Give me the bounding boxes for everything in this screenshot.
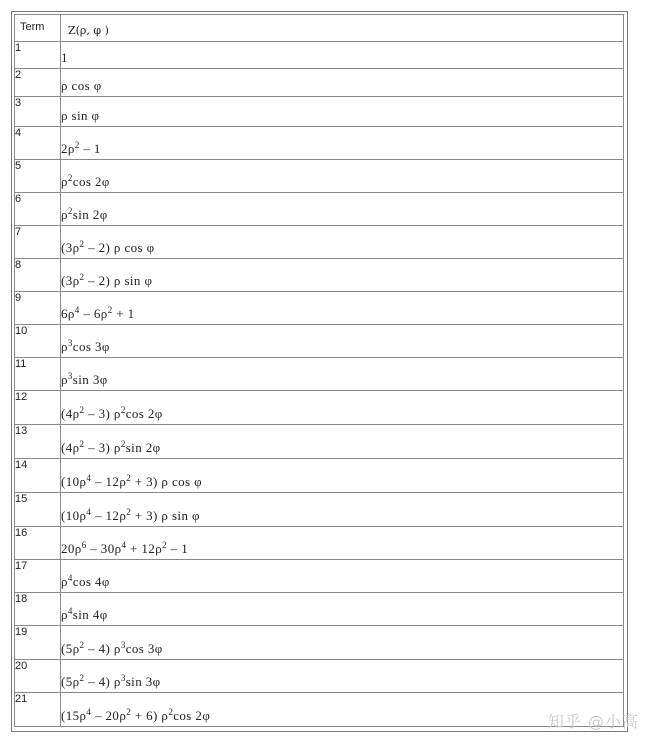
expression-text: sin 3φ	[72, 372, 108, 387]
expression-text: – 12ρ	[91, 508, 127, 523]
zernike-expression	[61, 339, 623, 355]
expression-text: 6ρ	[61, 306, 75, 321]
zernike-expression-cell	[61, 97, 624, 127]
expression-text: cos 2φ	[125, 406, 163, 421]
zernike-expression-cell	[61, 69, 624, 97]
zernike-expression	[61, 141, 623, 157]
table-row	[15, 593, 624, 626]
zernike-expression-cell	[61, 358, 624, 391]
table-row	[15, 127, 624, 160]
zernike-expression	[61, 372, 623, 388]
table-row	[15, 358, 624, 391]
expression-text: – 4) ρ	[84, 641, 121, 656]
zernike-expression-cell	[61, 259, 624, 292]
term-number-cell: 6	[15, 193, 61, 226]
table-row	[15, 325, 624, 358]
expression-text: + 3) ρ sin φ	[131, 508, 200, 523]
term-number-cell: 8	[15, 259, 61, 292]
zernike-expression	[61, 440, 623, 456]
exponent: 2	[79, 673, 85, 683]
exponent: 2	[126, 507, 132, 517]
zernike-expression-cell	[61, 527, 624, 560]
zernike-expression-cell	[61, 425, 624, 459]
zernike-expression-cell	[61, 391, 624, 425]
expression-text: sin 2φ	[125, 440, 161, 455]
expression-text: sin 4φ	[72, 607, 108, 622]
table-row	[15, 527, 624, 560]
zernike-expression-cell	[61, 193, 624, 226]
watermark: 知乎 @小高	[547, 712, 639, 731]
zernike-expression-cell	[61, 42, 624, 69]
expression-text: (10ρ	[61, 474, 87, 489]
exponent: 2	[126, 707, 132, 717]
expression-text: 1	[61, 50, 68, 65]
table-header-row	[15, 15, 624, 42]
term-number-cell: 14	[15, 459, 61, 493]
table-row	[15, 693, 624, 727]
expression-text: (3ρ	[61, 240, 80, 255]
term-number-cell: 1	[15, 42, 61, 69]
expression-text: 20ρ	[61, 541, 82, 556]
term-number-cell: 3	[15, 97, 61, 127]
zernike-expression	[61, 508, 623, 524]
expression-text: 2ρ	[61, 141, 75, 156]
zernike-expression-cell	[61, 160, 624, 193]
expression-text: – 3) ρ	[84, 440, 121, 455]
table-row	[15, 259, 624, 292]
exponent: 2	[79, 405, 85, 415]
zernike-expression	[61, 574, 623, 590]
exponent: 4	[121, 540, 127, 550]
expression-text: – 20ρ	[91, 708, 127, 723]
expression-text: + 1	[112, 306, 135, 321]
expression-text: cos 3φ	[72, 339, 110, 354]
table-body	[15, 42, 624, 727]
expression-text: – 1	[79, 141, 101, 156]
table-row	[15, 193, 624, 226]
expression-text: cos 2φ	[72, 174, 110, 189]
zernike-expression	[61, 78, 623, 94]
term-number-cell: 19	[15, 626, 61, 660]
term-number-cell: 10	[15, 325, 61, 358]
expression-text: – 2) ρ cos φ	[84, 240, 155, 255]
term-number-cell: 15	[15, 493, 61, 527]
expression-text: (5ρ	[61, 674, 80, 689]
table-row	[15, 226, 624, 259]
zernike-expression	[61, 273, 623, 289]
expression-text: (4ρ	[61, 440, 80, 455]
expression-text: – 2) ρ sin φ	[84, 273, 153, 288]
term-number-cell: 12	[15, 391, 61, 425]
exponent: 2	[120, 405, 126, 415]
expression-text: + 12ρ	[126, 541, 163, 556]
zernike-table-frame	[11, 11, 628, 732]
zernike-expression	[61, 607, 623, 623]
zernike-expression-cell	[61, 292, 624, 325]
exponent: 2	[67, 173, 73, 183]
zernike-expression-cell	[61, 493, 624, 527]
zernike-expression	[61, 306, 623, 322]
term-number-cell: 9	[15, 292, 61, 325]
zernike-expression-cell	[61, 226, 624, 259]
expression-text: ρ cos φ	[61, 78, 102, 93]
zernike-expression	[61, 474, 623, 490]
exponent: 2	[126, 473, 132, 483]
exponent: 2	[79, 640, 85, 650]
expression-text: + 3) ρ cos φ	[131, 474, 203, 489]
table-row	[15, 391, 624, 425]
table-row	[15, 493, 624, 527]
zernike-expression	[61, 541, 623, 557]
term-column-header: Term	[15, 15, 61, 42]
expression-text: (3ρ	[61, 273, 80, 288]
expression-text: – 1	[167, 541, 189, 556]
exponent: 6	[81, 540, 87, 550]
expression-text: (4ρ	[61, 406, 80, 421]
expression-text: (10ρ	[61, 508, 87, 523]
table-row	[15, 660, 624, 693]
zernike-expression-cell	[61, 660, 624, 693]
table-row	[15, 292, 624, 325]
zernike-expression-cell	[61, 626, 624, 660]
exponent: 4	[86, 707, 92, 717]
term-number-cell: 16	[15, 527, 61, 560]
expression-column-header: Z(ρ, φ )	[61, 15, 624, 42]
expression-text: ρ	[61, 574, 68, 589]
expression-text: sin 3φ	[125, 674, 161, 689]
zernike-expression-cell	[61, 693, 624, 727]
zernike-expression-cell	[61, 127, 624, 160]
zernike-expression	[61, 174, 623, 190]
expression-text: – 12ρ	[91, 474, 127, 489]
exponent: 2	[162, 540, 168, 550]
exponent: 2	[79, 439, 85, 449]
expression-text: (5ρ	[61, 641, 80, 656]
zernike-expression	[61, 207, 623, 223]
zernike-expression	[61, 108, 623, 124]
term-number-cell: 17	[15, 560, 61, 593]
exponent: 3	[120, 640, 126, 650]
zernike-expression	[61, 708, 623, 724]
exponent: 4	[86, 507, 92, 517]
term-number-cell: 4	[15, 127, 61, 160]
zernike-expression	[61, 240, 623, 256]
exponent: 2	[67, 206, 73, 216]
table-row	[15, 560, 624, 593]
zernike-expression	[61, 674, 623, 690]
table-row	[15, 69, 624, 97]
expression-text: ρ	[61, 607, 68, 622]
exponent: 3	[67, 338, 73, 348]
exponent: 2	[74, 140, 80, 150]
expression-text: cos 2φ	[173, 708, 211, 723]
term-number-cell: 7	[15, 226, 61, 259]
expression-text: – 3) ρ	[84, 406, 121, 421]
exponent: 4	[67, 606, 73, 616]
exponent: 3	[120, 673, 126, 683]
term-number-cell: 13	[15, 425, 61, 459]
table-row	[15, 160, 624, 193]
zernike-expression-cell	[61, 325, 624, 358]
term-number-cell: 2	[15, 69, 61, 97]
expression-text: – 6ρ	[79, 306, 108, 321]
expression-text: ρ	[61, 372, 68, 387]
term-number-cell: 11	[15, 358, 61, 391]
exponent: 2	[107, 305, 113, 315]
zernike-expression-cell	[61, 593, 624, 626]
table-row	[15, 425, 624, 459]
exponent: 4	[86, 473, 92, 483]
exponent: 4	[67, 573, 73, 583]
exponent: 2	[168, 707, 174, 717]
zernike-expression	[61, 406, 623, 422]
exponent: 2	[79, 239, 85, 249]
zernike-expression	[61, 641, 623, 657]
table-row	[15, 459, 624, 493]
zernike-expression-cell	[61, 459, 624, 493]
table-row	[15, 626, 624, 660]
table-row	[15, 42, 624, 69]
table-row	[15, 97, 624, 127]
exponent: 2	[120, 439, 126, 449]
term-number-cell: 5	[15, 160, 61, 193]
expression-text: ρ sin φ	[61, 108, 100, 123]
expression-text: + 6) ρ	[131, 708, 169, 723]
expression-text: sin 2φ	[72, 207, 108, 222]
expression-text: – 30ρ	[86, 541, 122, 556]
expression-text: ρ	[61, 174, 68, 189]
expression-text: ρ	[61, 207, 68, 222]
term-number-cell: 20	[15, 660, 61, 693]
expression-text: – 4) ρ	[84, 674, 121, 689]
expression-text: cos 3φ	[125, 641, 163, 656]
expression-text: (15ρ	[61, 708, 87, 723]
zernike-polynomial-table	[14, 14, 624, 727]
expression-text: ρ	[61, 339, 68, 354]
term-number-cell: 18	[15, 593, 61, 626]
exponent: 4	[74, 305, 80, 315]
zernike-expression	[61, 50, 623, 66]
term-number-cell: 21	[15, 693, 61, 727]
zernike-expression-cell	[61, 560, 624, 593]
exponent: 2	[79, 272, 85, 282]
exponent: 3	[67, 371, 73, 381]
expression-text: cos 4φ	[72, 574, 110, 589]
